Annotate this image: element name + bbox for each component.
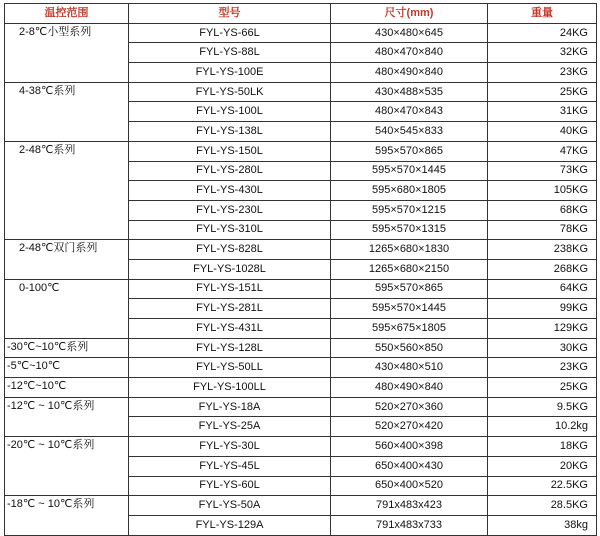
model-cell: FYL-YS-431L <box>129 319 331 339</box>
model-cell: FYL-YS-281L <box>129 299 331 319</box>
table-row <box>5 358 597 378</box>
size-cell: 595×570×865 <box>331 141 488 161</box>
size-cell: 480×470×840 <box>331 43 488 63</box>
size-cell: 650×400×520 <box>331 476 488 496</box>
table-row <box>5 82 597 102</box>
model-cell: FYL-YS-25A <box>129 417 331 437</box>
temp-range-cell: 2-48℃系列 <box>5 141 129 239</box>
size-cell: 1265×680×2150 <box>331 259 488 279</box>
size-cell: 430×480×645 <box>331 23 488 43</box>
weight-cell: 64KG <box>488 279 597 299</box>
weight-cell: 38kg <box>488 515 597 535</box>
model-cell: FYL-YS-430L <box>129 181 331 201</box>
table-row <box>5 496 597 516</box>
weight-cell: 9.5KG <box>488 397 597 417</box>
weight-cell: 105KG <box>488 181 597 201</box>
size-cell: 480×470×843 <box>331 102 488 122</box>
weight-cell: 28.5KG <box>488 496 597 516</box>
weight-cell: 68KG <box>488 200 597 220</box>
weight-cell: 99KG <box>488 299 597 319</box>
weight-cell: 32KG <box>488 43 597 63</box>
header-range: 温控范围 <box>5 4 129 24</box>
size-cell: 520×270×420 <box>331 417 488 437</box>
header-row <box>5 4 597 24</box>
table-row <box>5 397 597 417</box>
model-cell: FYL-YS-138L <box>129 122 331 142</box>
model-cell: FYL-YS-66L <box>129 23 331 43</box>
weight-cell: 73KG <box>488 161 597 181</box>
model-cell: FYL-YS-100L <box>129 102 331 122</box>
header-size: 尺寸(mm) <box>331 4 488 24</box>
model-cell: FYL-YS-1028L <box>129 259 331 279</box>
weight-cell: 78KG <box>488 220 597 240</box>
table-row <box>5 437 597 457</box>
weight-cell: 47KG <box>488 141 597 161</box>
size-cell: 595×680×1805 <box>331 181 488 201</box>
model-cell: FYL-YS-60L <box>129 476 331 496</box>
table-row <box>5 141 597 161</box>
weight-cell: 18KG <box>488 437 597 457</box>
size-cell: 791x483x733 <box>331 515 488 535</box>
weight-cell: 22.5KG <box>488 476 597 496</box>
weight-cell: 20KG <box>488 456 597 476</box>
size-cell: 595×675×1805 <box>331 319 488 339</box>
model-cell: FYL-YS-128L <box>129 338 331 358</box>
model-cell: FYL-YS-50LK <box>129 82 331 102</box>
model-cell: FYL-YS-230L <box>129 200 331 220</box>
model-cell: FYL-YS-150L <box>129 141 331 161</box>
table-row <box>5 378 597 398</box>
size-cell: 520×270×360 <box>331 397 488 417</box>
temp-range-cell: -18℃ ~ 10℃系列 <box>5 496 129 535</box>
size-cell: 560×400×398 <box>331 437 488 457</box>
temp-range-cell: -20℃ ~ 10℃系列 <box>5 437 129 496</box>
weight-cell: 129KG <box>488 319 597 339</box>
size-cell: 480×490×840 <box>331 378 488 398</box>
temp-range-cell: -30℃~10℃系列 <box>5 338 129 358</box>
size-cell: 540×545×833 <box>331 122 488 142</box>
header-weight: 重量 <box>488 4 597 24</box>
spec-table <box>4 3 597 536</box>
size-cell: 595×570×865 <box>331 279 488 299</box>
weight-cell: 23KG <box>488 358 597 378</box>
table-row <box>5 240 597 260</box>
model-cell: FYL-YS-100E <box>129 63 331 83</box>
table-row <box>5 23 597 43</box>
size-cell: 595×570×1445 <box>331 161 488 181</box>
weight-cell: 23KG <box>488 63 597 83</box>
model-cell: FYL-YS-100LL <box>129 378 331 398</box>
weight-cell: 238KG <box>488 240 597 260</box>
model-cell: FYL-YS-828L <box>129 240 331 260</box>
model-cell: FYL-YS-50LL <box>129 358 331 378</box>
table-row <box>5 279 597 299</box>
size-cell: 650×400×430 <box>331 456 488 476</box>
temp-range-cell: 0-100℃ <box>5 279 129 338</box>
model-cell: FYL-YS-310L <box>129 220 331 240</box>
weight-cell: 30KG <box>488 338 597 358</box>
size-cell: 595×570×1445 <box>331 299 488 319</box>
temp-range-cell: -12℃~10℃ <box>5 378 129 398</box>
temp-range-cell: 4-38℃系列 <box>5 82 129 141</box>
header-model: 型号 <box>129 4 331 24</box>
temp-range-cell: 2-8℃小型系列 <box>5 23 129 82</box>
temp-range-cell: -5℃~10℃ <box>5 358 129 378</box>
table-row <box>5 338 597 358</box>
model-cell: FYL-YS-88L <box>129 43 331 63</box>
size-cell: 430×480×510 <box>331 358 488 378</box>
size-cell: 595×570×1315 <box>331 220 488 240</box>
size-cell: 430×488×535 <box>331 82 488 102</box>
model-cell: FYL-YS-45L <box>129 456 331 476</box>
model-cell: FYL-YS-129A <box>129 515 331 535</box>
model-cell: FYL-YS-30L <box>129 437 331 457</box>
table-body <box>5 23 597 535</box>
temp-range-cell: -12℃ ~ 10℃系列 <box>5 397 129 436</box>
size-cell: 791x483x423 <box>331 496 488 516</box>
model-cell: FYL-YS-280L <box>129 161 331 181</box>
weight-cell: 31KG <box>488 102 597 122</box>
size-cell: 1265×680×1830 <box>331 240 488 260</box>
weight-cell: 40KG <box>488 122 597 142</box>
size-cell: 550×560×850 <box>331 338 488 358</box>
temp-range-cell: 2-48℃双门系列 <box>5 240 129 279</box>
weight-cell: 25KG <box>488 378 597 398</box>
model-cell: FYL-YS-151L <box>129 279 331 299</box>
size-cell: 480×490×840 <box>331 63 488 83</box>
size-cell: 595×570×1215 <box>331 200 488 220</box>
weight-cell: 10.2kg <box>488 417 597 437</box>
weight-cell: 268KG <box>488 259 597 279</box>
model-cell: FYL-YS-50A <box>129 496 331 516</box>
weight-cell: 24KG <box>488 23 597 43</box>
weight-cell: 25KG <box>488 82 597 102</box>
model-cell: FYL-YS-18A <box>129 397 331 417</box>
